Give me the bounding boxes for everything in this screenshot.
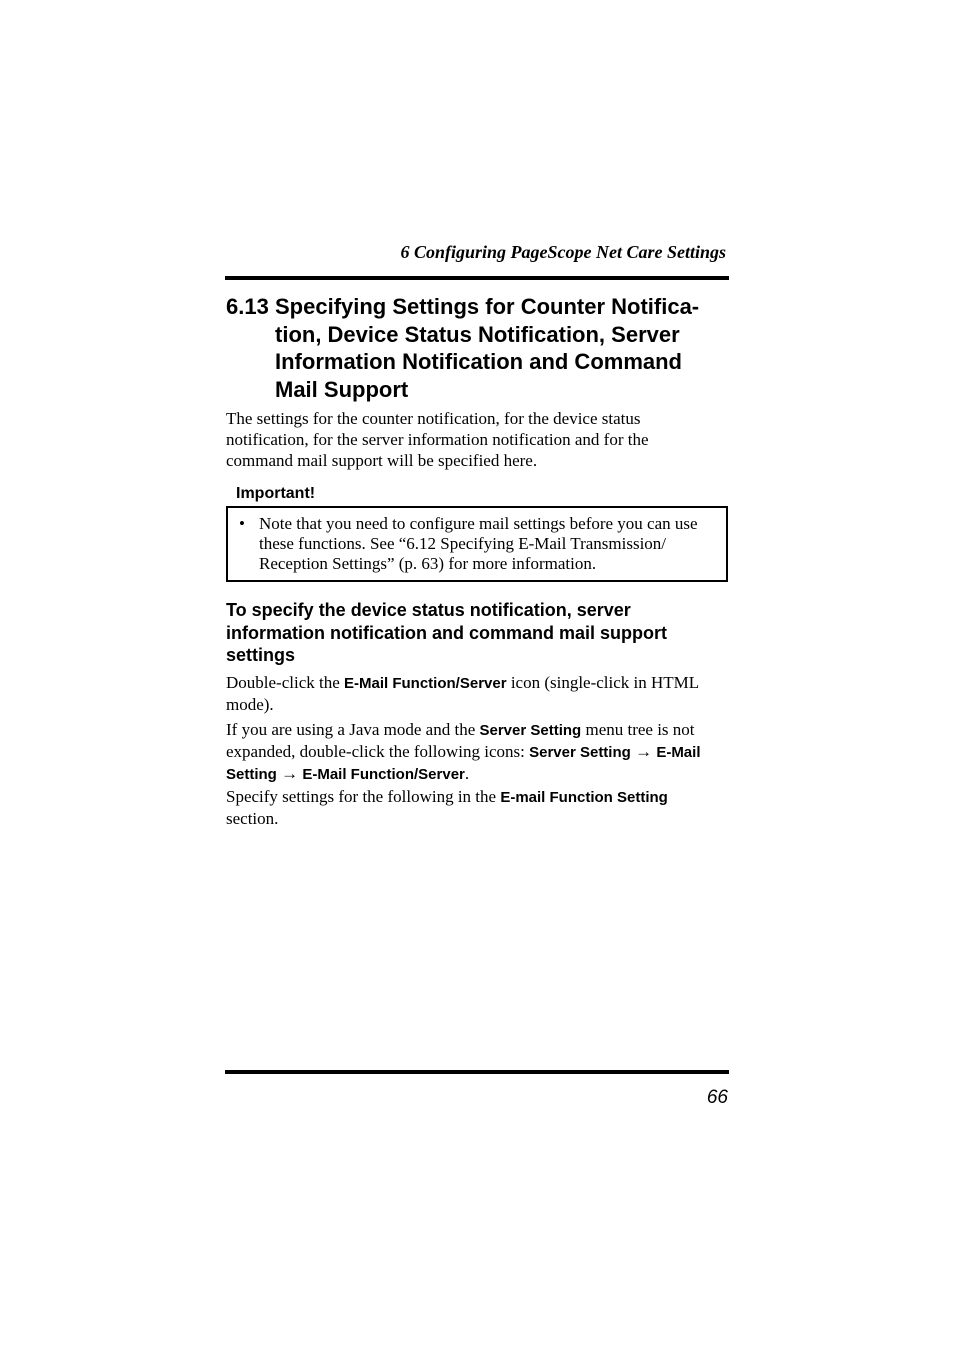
step-2-paragraph <box>226 719 726 785</box>
step-3-line-2: section. <box>226 809 279 828</box>
ui-label-email-function-server: E-Mail Function/Server <box>344 675 507 692</box>
ui-label-server-setting: Server Setting <box>479 722 582 739</box>
step-1-line-1 <box>226 672 726 694</box>
procedure-heading-line: information notification and command mail support <box>226 622 668 643</box>
step-2-line-2 <box>226 741 726 763</box>
step-1-paragraph <box>226 672 726 715</box>
important-line: Note that you need to configure mail settings before you can use <box>259 514 698 533</box>
procedure-heading <box>226 599 726 667</box>
ui-label-email-setting: E-Mail <box>656 744 701 761</box>
section-title-line: Information Notification and Command <box>275 349 682 374</box>
ui-label-email-function-server: E-Mail Function/Server <box>302 766 465 783</box>
section-title-line: Mail Support <box>275 376 409 402</box>
section-title-line: tion, Device Status Notification, Server <box>275 321 680 347</box>
step-2-text: expanded, double-click the following icons: <box>226 742 530 761</box>
important-text <box>259 514 698 574</box>
bullet-marker: • <box>239 514 245 533</box>
important-line: these functions. See “6.12 Specifying E-Mail Transmission/ <box>259 534 667 553</box>
step-3-paragraph <box>226 786 726 829</box>
step-1-text: Double-click the <box>226 673 345 692</box>
header-rule <box>225 276 729 280</box>
step-3-text: Specify settings for the following in the <box>226 787 501 806</box>
step-2-text: . <box>464 764 470 783</box>
intro-paragraph <box>226 408 726 471</box>
step-2-line-3 <box>226 763 726 785</box>
section-title-line: Specifying Settings for Counter Notifica- <box>275 294 700 319</box>
important-line: Reception Settings” (p. 63) for more information. <box>259 554 597 573</box>
section-title <box>226 293 726 403</box>
arrow-icon: → <box>630 742 657 761</box>
intro-line: The settings for the counter notification, for the device status <box>226 409 641 428</box>
step-2-text: menu tree is not <box>581 720 695 739</box>
intro-line: notification, for the server information notification and for the <box>226 430 649 449</box>
intro-line: command mail support will be specified here. <box>226 451 538 470</box>
section-number: 6.13 <box>226 294 269 319</box>
running-header: 6 Configuring PageScope Net Care Settings <box>400 242 726 262</box>
step-2-line-1 <box>226 719 726 741</box>
step-1-text: icon (single-click in HTML <box>506 673 700 692</box>
ui-label-email-setting: Setting <box>226 766 277 783</box>
section-title-lines <box>275 293 726 403</box>
page-number: 66 <box>706 1087 728 1108</box>
step-3-line-1 <box>226 786 726 808</box>
important-box <box>226 506 728 582</box>
procedure-heading-line: settings <box>226 645 296 665</box>
step-1-line-2: mode). <box>226 695 274 714</box>
ui-label-server-setting: Server Setting <box>529 744 631 761</box>
arrow-icon: → <box>276 764 303 783</box>
step-2-text: If you are using a Java mode and the <box>226 720 480 739</box>
footer-rule <box>225 1070 729 1074</box>
important-label: Important! <box>236 485 316 502</box>
procedure-heading-line: To specify the device status notification, server <box>226 600 631 620</box>
ui-label-email-function-setting: E-mail Function Setting <box>500 789 668 806</box>
